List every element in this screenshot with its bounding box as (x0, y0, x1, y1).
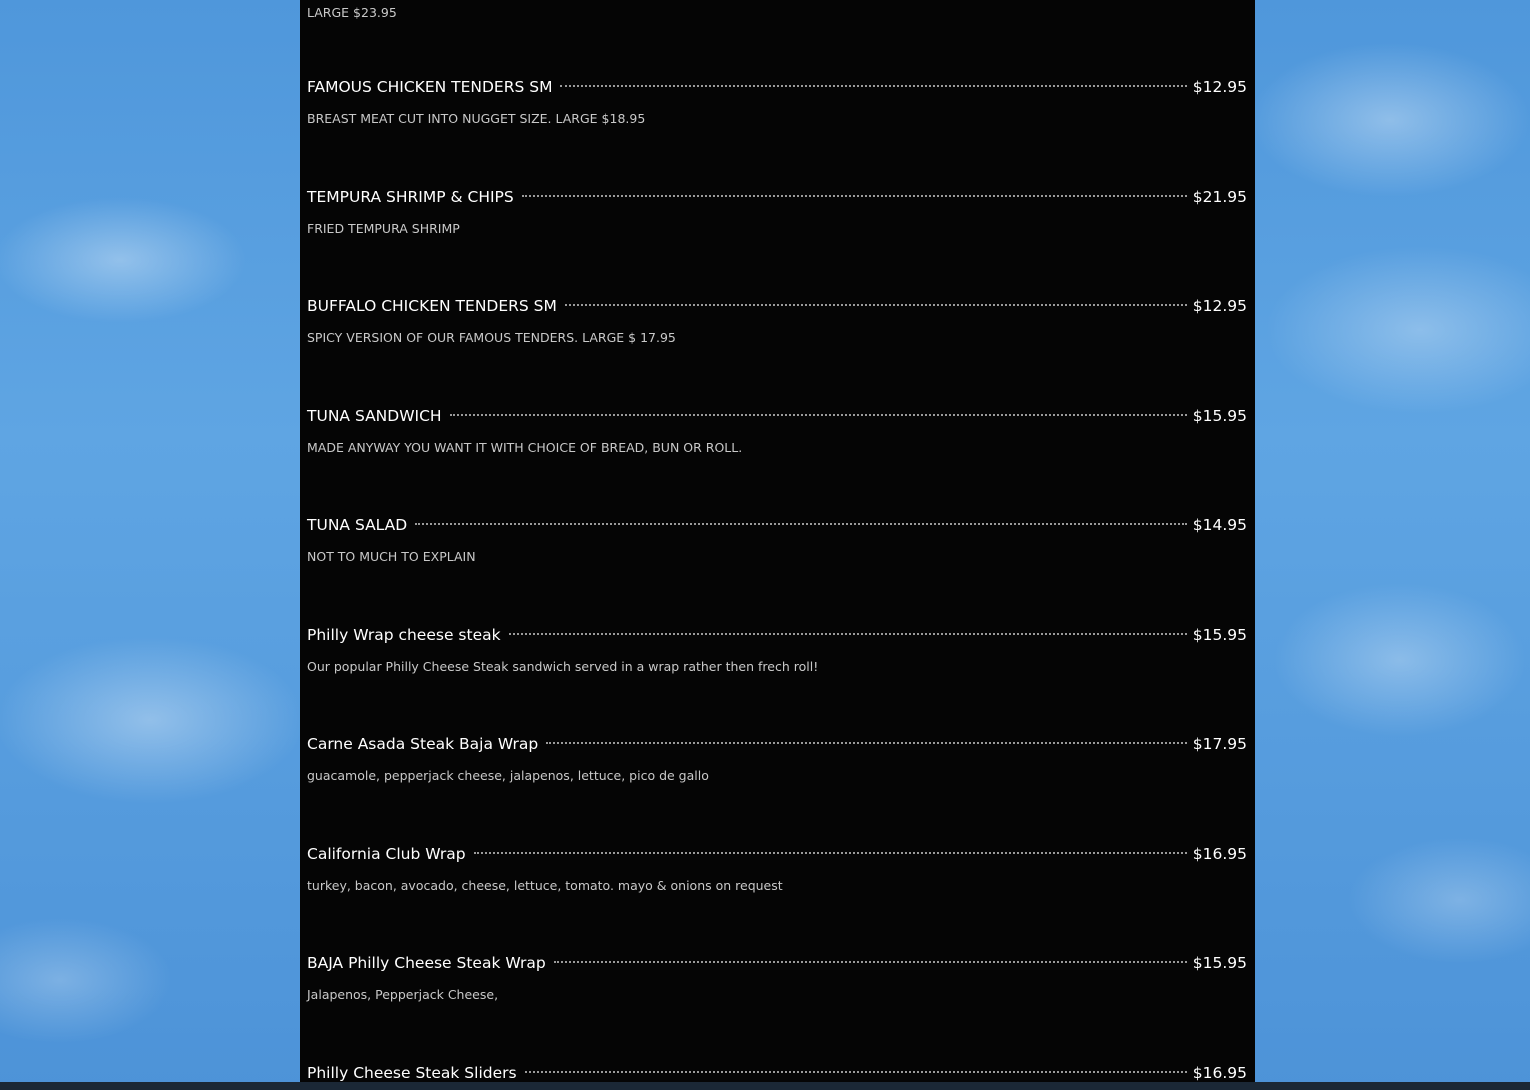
item-price: $21.95 (1192, 188, 1247, 206)
item-description: Our popular Philly Cheese Steak sandwich served in a wrap rather then frech roll! (307, 659, 819, 674)
dot-leader (554, 961, 1187, 963)
menu-item (307, 1064, 1247, 1086)
dot-leader (474, 852, 1187, 854)
item-name: Philly Wrap cheese steak (307, 626, 501, 644)
item-name: TEMPURA SHRIMP & CHIPS (307, 188, 514, 206)
item-name: BUFFALO CHICKEN TENDERS SM (307, 297, 557, 315)
item-price: $16.95 (1192, 1064, 1247, 1082)
item-description: turkey, bacon, avocado, cheese, lettuce, tomato. mayo & onions on request (307, 878, 783, 893)
item-name: FAMOUS CHICKEN TENDERS SM (307, 78, 553, 96)
menu-item (307, 407, 1247, 455)
menu-item (307, 954, 1247, 1002)
dot-leader (415, 523, 1187, 525)
item-description: MADE ANYWAY YOU WANT IT WITH CHOICE OF BREAD, BUN OR ROLL. (307, 440, 743, 455)
item-name: California Club Wrap (307, 845, 466, 863)
dot-leader (509, 633, 1187, 635)
menu-item (307, 188, 1247, 236)
item-description: BREAST MEAT CUT INTO NUGGET SIZE. LARGE $18.95 (307, 111, 646, 126)
item-description: NOT TO MUCH TO EXPLAIN (307, 549, 476, 564)
menu-item (307, 845, 1247, 893)
dot-leader (546, 742, 1187, 744)
item-price: $15.95 (1192, 954, 1247, 972)
item-name: BAJA Philly Cheese Steak Wrap (307, 954, 546, 972)
dot-leader (450, 414, 1187, 416)
item-description: guacamole, pepperjack cheese, jalapenos, lettuce, pico de gallo (307, 768, 709, 783)
item-name: TUNA SALAD (307, 516, 408, 534)
item-price: $12.95 (1192, 78, 1247, 96)
menu-item (307, 297, 1247, 345)
menu-item (307, 735, 1247, 783)
item-price: $15.95 (1192, 407, 1247, 425)
dot-leader (565, 304, 1187, 306)
item-price: $15.95 (1192, 626, 1247, 644)
item-price: $12.95 (1192, 297, 1247, 315)
item-price: $16.95 (1192, 845, 1247, 863)
item-description: LARGE $23.95 (307, 5, 397, 20)
item-description: Jalapenos, Pepperjack Cheese, (307, 987, 499, 1002)
dot-leader (560, 85, 1186, 87)
menu-item (307, 516, 1247, 564)
menu-panel (300, 0, 1255, 1082)
item-price: $17.95 (1192, 735, 1247, 753)
menu-item (307, 626, 1247, 674)
dot-leader (522, 195, 1187, 197)
item-name: Carne Asada Steak Baja Wrap (307, 735, 539, 753)
item-description: FRIED TEMPURA SHRIMP (307, 221, 460, 236)
item-name: TUNA SANDWICH (307, 407, 442, 425)
item-description: SPICY VERSION OF OUR FAMOUS TENDERS. LARGE $ 17.95 (307, 330, 676, 345)
item-name: Philly Cheese Steak Sliders (307, 1064, 517, 1082)
menu-item (307, 78, 1247, 126)
item-price: $14.95 (1192, 516, 1247, 534)
dot-leader (525, 1071, 1187, 1073)
